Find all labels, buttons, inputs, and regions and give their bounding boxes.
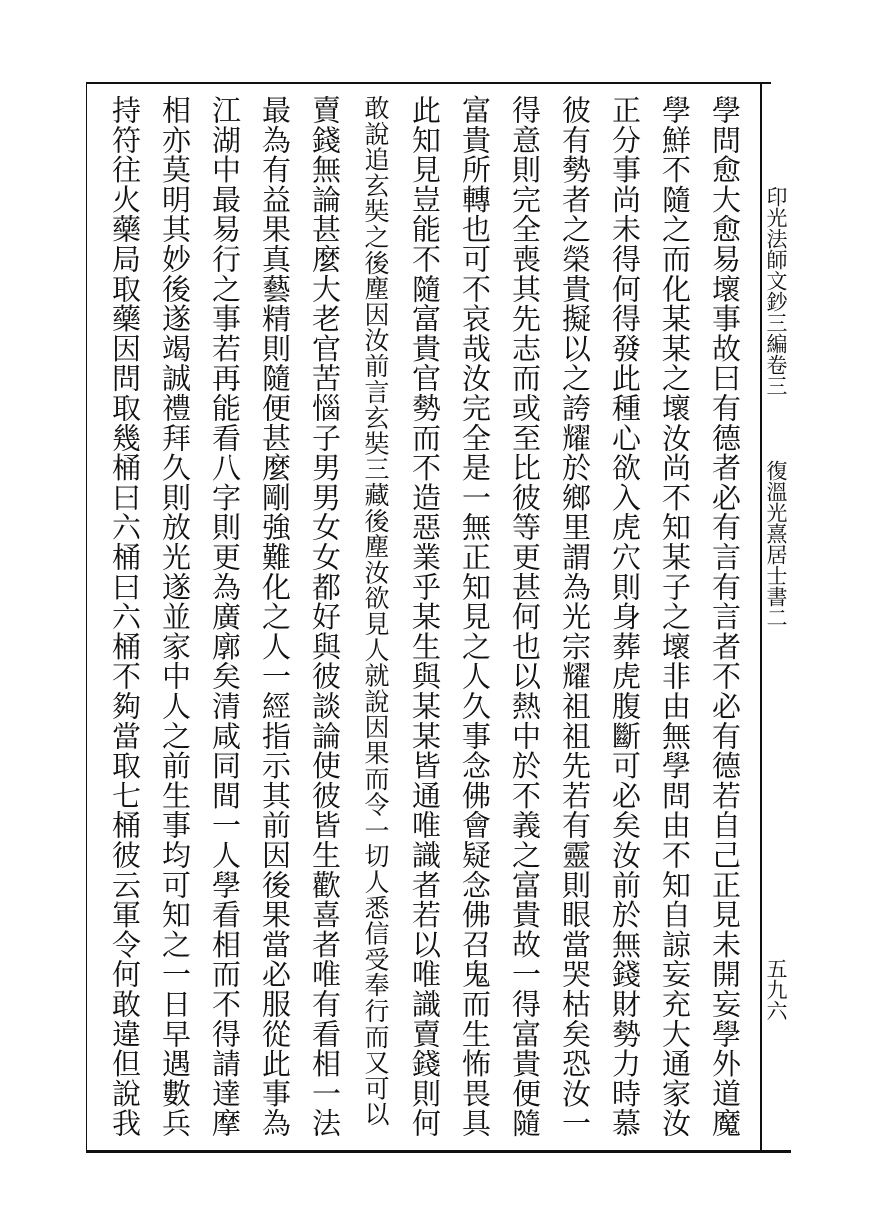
header-divider-rule (760, 82, 762, 1150)
text-column-11: 江湖中最易行之事若再能看八字則更為廣廓矣清咸同間一人學看相而不得請達摩 (208, 95, 242, 1138)
page-number: 五九六 (764, 958, 788, 1021)
chapter-title: 復溫光熹居士書二 (764, 460, 788, 628)
text-column-1: 學問愈大愈易壞事故曰有德者必有言有言者不必有德若自己正見未開妄學外道魔 (708, 95, 742, 1138)
text-column-10: 最為有益果真藝精則隨便甚麼剛強難化之人一經指示其前因後果當必服從此事為 (258, 95, 292, 1138)
text-column-13: 持符往火藥局取藥因問取幾桶曰六桶曰六桶不夠當取七桶彼云軍令何敢違但說我 (108, 95, 142, 1138)
text-column-9: 賣錢無論甚麼大老官苦惱子男男女女都好與彼談論使彼皆生歡喜者唯有看相一法 (308, 95, 342, 1138)
text-column-6: 富貴所轉也可不哀哉汝完全是一無正知見之人久事念佛會疑念佛召鬼而生怖畏具 (458, 95, 492, 1138)
text-column-7: 此知見豈能不隨富貴官勢而不造惡業乎某生與某某皆通唯識者若以唯識賣錢則何 (408, 95, 442, 1138)
bottom-border-rule (86, 1150, 791, 1153)
text-column-4: 彼有勢者之榮貴擬以之誇耀於鄉里謂為光宗耀祖祖先若有靈則眼當哭枯矣恐汝一 (558, 95, 592, 1138)
text-column-5: 得意則完全喪其先志而或至比彼等更甚何也以熱中於不義之富貴故一得富貴便隨 (508, 95, 542, 1138)
text-column-12: 相亦莫明其妙後遂竭誠禮拜久則放光遂並家中人之前生事均可知之一日早遇數兵 (158, 95, 192, 1138)
text-column-8: 敢說追玄奘之後塵因汝前言玄奘三藏後塵汝欲見人就說因果而令一切人悉信受奉行而又可以 (361, 95, 390, 1127)
book-title: 印光法師文鈔三編卷三 (764, 186, 788, 396)
text-column-2: 學鮮不隨之而化某某之壞汝尚不知某子之壞非由無學問由不知自諒妄充大通家汝 (658, 95, 692, 1138)
left-border-rule (86, 82, 87, 1150)
top-border-rule (86, 82, 771, 84)
text-column-3: 正分事尚未得何得發此種心欲入虎穴則身葬虎腹斷可必矣汝前於無錢財勢力時慕 (608, 95, 642, 1138)
